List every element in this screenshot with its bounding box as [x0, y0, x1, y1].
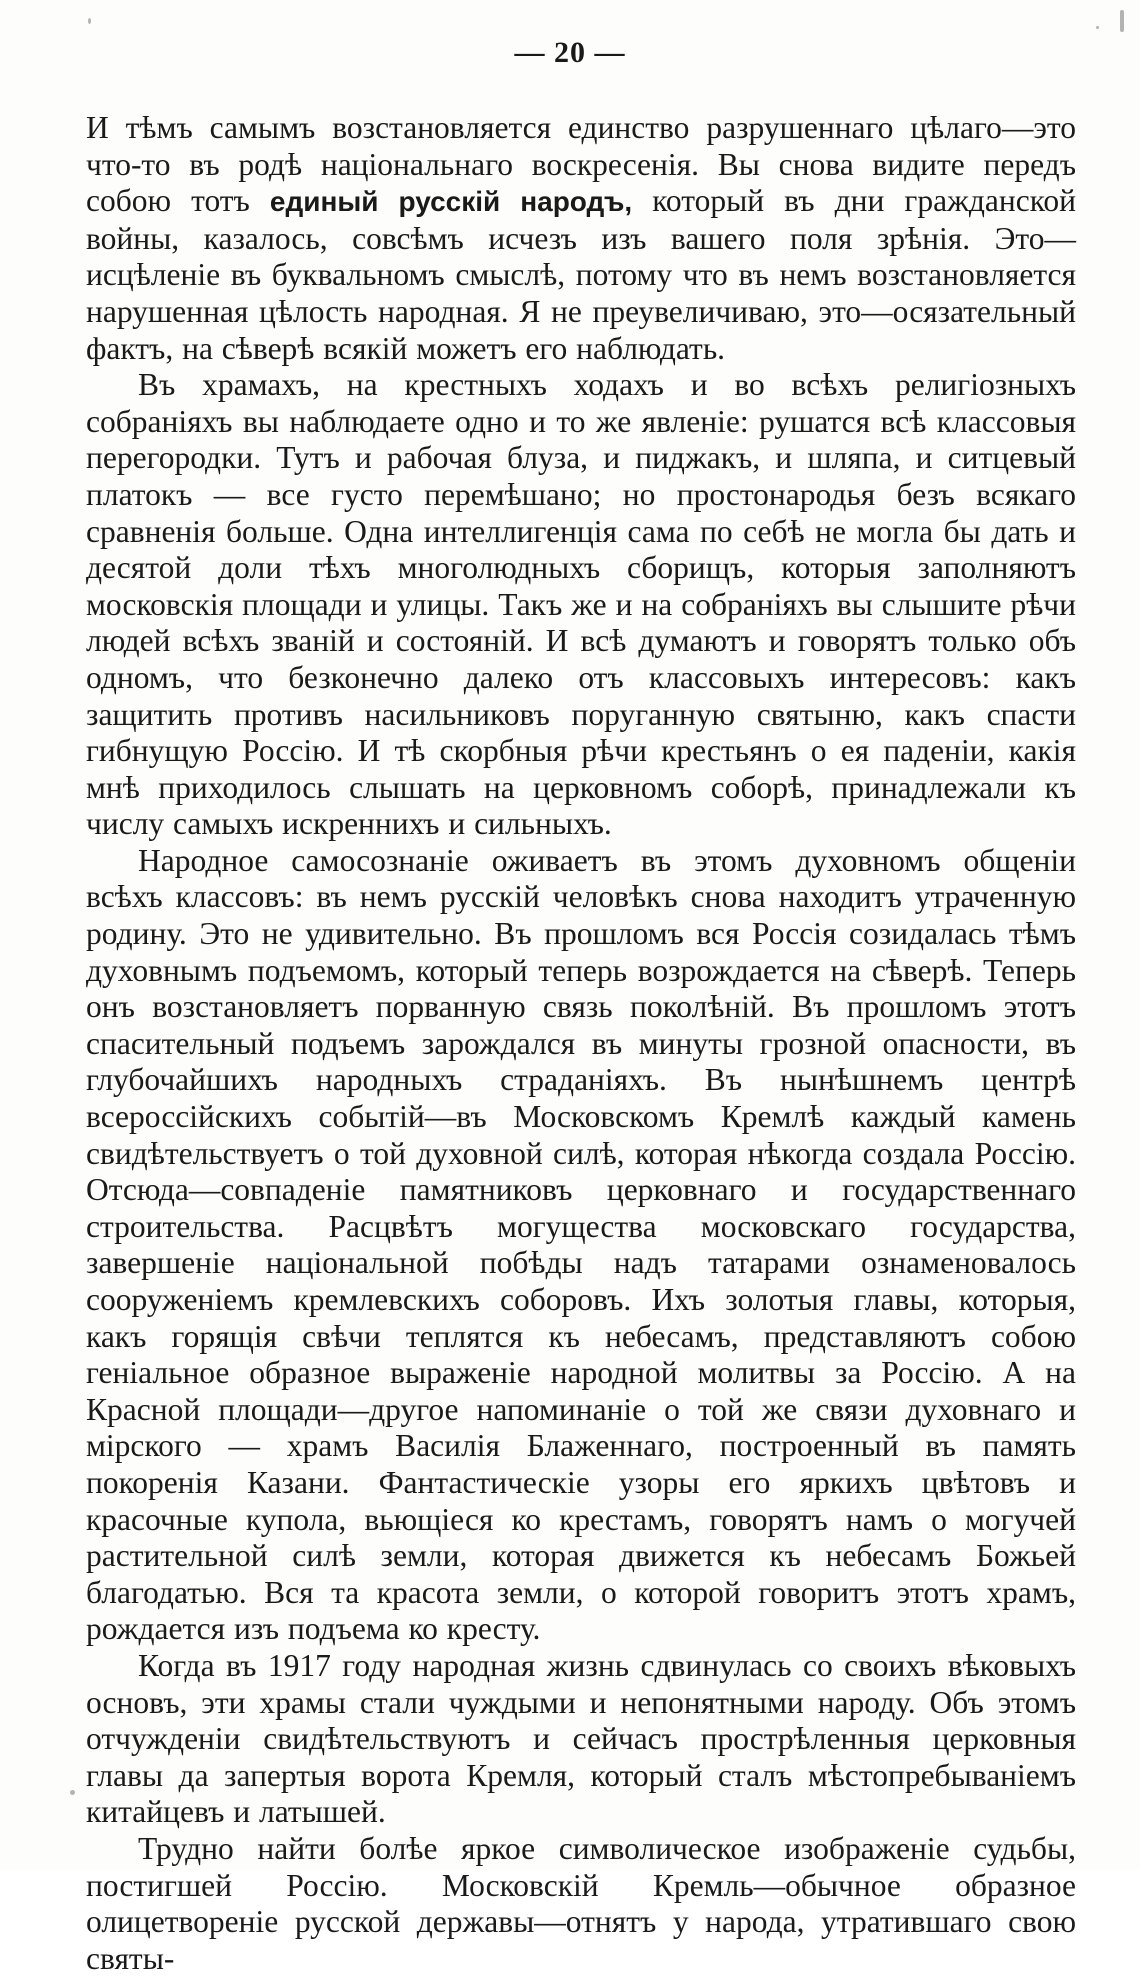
scan-speck [70, 1790, 75, 1795]
paragraph-text: который въ дни гражданской войны, казалось, совсѣмъ исчезъ изъ вашего поля зрѣнія. Это—исцѣленіе въ буквальномъ смыслѣ, потому что въ немъ возстановляется нарушенная цѣлость народная. Я не преувеличиваю, это—осязательный фактъ, на сѣверѣ всякій можетъ его наблюдать. [86, 183, 1077, 366]
paragraph-text: И тѣмъ самымъ возстановляется единство разрушеннаго цѣлаго—это что-то въ родѣ національнаго воскресенія. Вы снова видите передъ собою тотъ [86, 110, 1076, 219]
paragraph: Въ храмахъ, на крестныхъ ходахъ и во всѣхъ религіозныхъ собраніяхъ вы наблюдаете одно и то же явленіе: рушатся всѣ классовыя перегородки. Тутъ и рабочая блуза, и пиджакъ, и шляпа, и ситцевый платокъ — все густо перемѣшано; но простонародья безъ всякаго сравненія больше. Одна интеллигенція сама по себѣ не могла бы дать и десятой доли тѣхъ многолюдныхъ сборищъ, которыя заполняютъ московскія площади и улицы. Такъ же и на собраніяхъ вы слышите рѣчи людей всѣхъ званій и состояній. И всѣ думаютъ и говорятъ только объ одномъ, что безконечно далеко отъ классовыхъ интересовъ: какъ защитить противъ насильниковъ поруганную святыню, какъ спасти гибнущую Россію. И тѣ скорбныя рѣчи крестьянъ о ея паденіи, какія мнѣ приходилось слышать на церковномъ соборѣ, принадлежали къ числу самыхъ искреннихъ и сильныхъ. [86, 367, 1076, 842]
paragraph [86, 110, 1076, 367]
emphasized-phrase: единый русскій народъ, [269, 186, 633, 218]
paragraph: Когда въ 1917 году народная жизнь сдвинулась со своихъ вѣковыхъ основъ, эти храмы стали чуждыми и непонятными народу. Объ этомъ отчужденіи свидѣтельствуютъ и сейчасъ прострѣленныя церковныя главы да запертыя ворота Кремля, который сталъ мѣстопребываніемъ китайцевъ и латышей. [86, 1647, 1076, 1830]
body-text [86, 110, 1076, 1977]
paragraph: Народное самосознаніе оживаетъ въ этомъ духовномъ общеніи всѣхъ классовъ: въ немъ русскій человѣкъ снова находитъ утраченную родину. Это не удивительно. Въ прошломъ вся Россія созидалась тѣмъ духовнымъ подъемомъ, который теперь возрождается на сѣверѣ. Теперь онъ возстановляетъ порванную связь поколѣній. Въ прошломъ этотъ спасительный подъемъ зарождался въ минуты грозной опасности, въ глубочайшихъ народныхъ страданіяхъ. Въ нынѣшнемъ центрѣ всероссійскихъ событій—въ Московскомъ Кремлѣ каждый камень свидѣтельствуетъ о той духовной силѣ, которая нѣкогда создала Россію. Отсюда—совпаденіе памятниковъ церковнаго и государственнаго строительства. Расцвѣтъ могущества московскаго государства, завершеніе національной побѣды надъ татарами ознаменовалось сооруженіемъ кремлевскихъ соборовъ. Ихъ золотыя главы, которыя, какъ горящія свѣчи теплятся къ небесамъ, представляютъ собою геніальное образное выраженіе народной молитвы за Россію. А на Красной площади—другое напоминаніе о той же связи духовнаго и мірского — храмъ Василія Блаженнаго, построенный въ память покоренія Казани. Фантастическіе узоры его яркихъ цвѣтовъ и красочные купола, вьющіеся ко крестамъ, говорятъ намъ о могучей растительной силѣ земли, которая движется къ небесамъ Божьей благодатью. Вся та красота земли, о которой говоритъ этотъ храмъ, рождается изъ подъема ко кресту. [86, 842, 1076, 1647]
page-number: — 20 — [514, 36, 626, 69]
paragraph: Трудно найти болѣе яркое символическое изображеніе судьбы, постигшей Россію. Московскій Кремль—обычное образное олицетвореніе русской державы—отнятъ у народа, утратившаго свою святы- [86, 1830, 1076, 1976]
scan-speck [88, 18, 91, 24]
scan-speck [1120, 10, 1124, 32]
scan-speck [1096, 26, 1099, 29]
